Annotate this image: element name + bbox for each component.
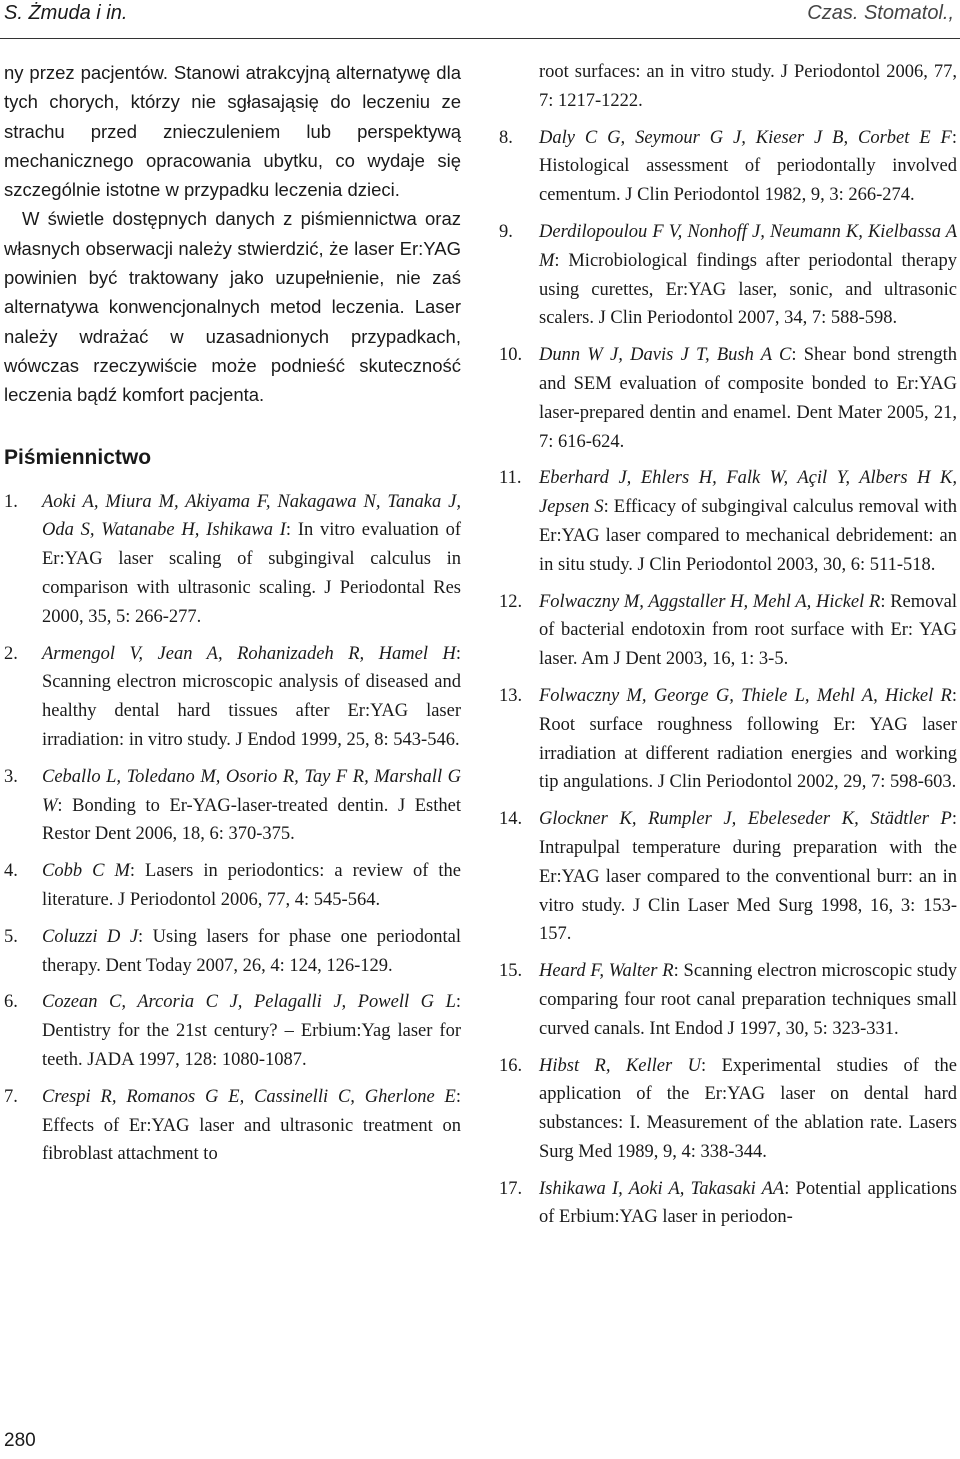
reference-text: : Histological assessment of periodontally involved cementum. J Clin Periodontol 1982, 9, 3: 266-274.	[539, 127, 957, 206]
reference-authors: Cozean C, Arcoria C J, Pelagalli J, Powell G L	[42, 992, 456, 1013]
reference-item	[499, 341, 957, 456]
reference-item	[4, 988, 461, 1074]
reference-item	[499, 1175, 957, 1233]
reference-number: 1.	[4, 491, 18, 512]
reference-text: : Dentistry for the 21st century? – Erbium:Yag laser for teeth. JADA 1997, 128: 1080-1087.	[42, 992, 461, 1070]
reference-authors: Coluzzi D J	[42, 926, 139, 947]
reference-authors: Heard F, Walter R	[539, 961, 674, 982]
reference-number: 14.	[499, 809, 523, 830]
reference-number: 4.	[4, 861, 18, 882]
page-number: 280	[4, 1430, 36, 1451]
reference-item	[499, 957, 957, 1043]
reference-authors: Eberhard J, Ehlers H, Falk W, Açil Y, Albers H K, Jepsen S	[539, 468, 957, 518]
reference-text: : Using lasers for phase one periodontal therapy. Dent Today 2007, 26, 4: 124, 126-129.	[42, 926, 462, 976]
reference-authors: Daly C G, Seymour G J, Kieser J B, Corbet E F	[539, 127, 952, 148]
reference-authors: Dunn W J, Davis J T, Bush A C	[539, 345, 792, 366]
reference-item	[4, 640, 461, 755]
reference-item	[499, 218, 957, 333]
reference-text: : Efficacy of subgingival calculus removal with Er:YAG laser compared to mechanical debridement: an in situ study. J Clin Periodontol 2003, 30, 6: 511-518.	[539, 497, 957, 575]
reference-number: 16.	[499, 1055, 523, 1076]
reference-number: 10.	[499, 345, 523, 366]
header-rule	[0, 38, 960, 39]
header-authors: S. Żmuda i in.	[4, 2, 128, 24]
reference-number: 9.	[499, 221, 513, 242]
reference-text: : Root surface roughness following Er: YAG laser irradiation at different radiation energies and working tip angulations. J Clin Periodontol 2002, 29, 7: 598-603.	[539, 685, 957, 793]
reference-list	[499, 58, 957, 1232]
reference-item	[4, 488, 461, 632]
body-text	[4, 58, 461, 410]
reference-number: 13.	[499, 685, 523, 706]
reference-authors: Aoki A, Miura M, Akiyama F, Nakagawa N, Tanaka J, Oda S, Watanabe H, Ishikawa I	[42, 491, 461, 541]
header-journal: Czas. Stomatol.,	[807, 2, 954, 24]
reference-item	[499, 464, 957, 579]
reference-item	[4, 763, 461, 849]
reference-authors: Derdilopoulou F V, Nonhoff J, Neumann K, Kielbassa A M	[539, 221, 957, 271]
reference-number: 11.	[499, 468, 522, 489]
reference-authors: Crespi R, Romanos G E, Cassinelli C, Gherlone E	[42, 1086, 456, 1107]
reference-authors: Hibst R, Keller U	[539, 1055, 701, 1076]
reference-text: : Intrapulpal temperature during preparation with the Er:YAG laser compared to the conventional burr: an in vitro study. J Clin Laser Med Surg 1998, 16, 3: 153-157.	[539, 809, 957, 945]
reference-number: 5.	[4, 926, 18, 947]
reference-list	[4, 488, 461, 1170]
reference-text: : Scanning electron microscopic study comparing four root canal preparation techniques small curved canals. Int Endod J 1997, 30, 5: 323-331.	[539, 961, 957, 1039]
reference-text: : Bonding to Er-YAG-laser-treated dentin. J Esthet Restor Dent 2006, 18, 6: 370-375.	[42, 795, 461, 845]
reference-authors: Folwaczny M, George G, Thiele L, Mehl A, Hickel R	[539, 685, 952, 706]
reference-number: 2.	[4, 643, 18, 664]
body-paragraph: W świetle dostępnych danych z piśmiennictwa oraz własnych obserwacji należy stwierdzić, że laser Er:YAG powinien być traktowany jako uzupełnienie, nie zaś alternatywa konwencjonalnych metod leczenia. Laser należy wdrażać w uzasadnionych przypadkach, wówczas rzeczywiście może podnieść skuteczność leczenia bądź komfort pacjenta.	[4, 208, 461, 406]
reference-text: : Potential applications of Erbium:YAG laser in periodon-	[539, 1178, 957, 1228]
reference-text: : Effects of Er:YAG laser and ultrasonic treatment on fibroblast attachment to	[42, 1086, 461, 1165]
right-column	[499, 58, 957, 1240]
reference-item	[499, 588, 957, 674]
left-column	[4, 58, 461, 1177]
reference-text: : In vitro evaluation of Er:YAG laser scaling of subgingival calculus in comparison with ultrasonic scaling. J Periodontal Res 2000, 35, 5: 266-277.	[42, 520, 461, 627]
reference-text: : Removal of bacterial endotoxin from root surface with Er: YAG laser. Am J Dent 2003, 16, 1: 3-5.	[539, 591, 957, 670]
reference-number: 6.	[4, 992, 18, 1013]
reference-authors: Cobb C M	[42, 861, 130, 882]
section-heading: Piśmiennictwo	[4, 445, 152, 469]
reference-text: : Lasers in periodontics: a review of the literature. J Periodontol 2006, 77, 4: 545-564.	[42, 861, 461, 910]
reference-text: : Shear bond strength and SEM evaluation of composite bonded to Er:YAG laser-prepared dentin and enamel. Dent Mater 2005, 21, 7: 616-624.	[539, 345, 957, 452]
reference-authors: Folwaczny M, Aggstaller H, Mehl A, Hickel R	[539, 591, 881, 612]
reference-number: 8.	[499, 127, 513, 148]
reference-item	[499, 1052, 957, 1167]
body-paragraph: ny przez pacjentów. Stanowi atrakcyjną alternatywę dla tych chorych, którzy nie sgłasająsię do leczeniu ze strachu przed znieczuleniem lub perspektywą mechanicznego opracowania ubytku, co wydaje się szczególnie istotne w przypadku leczenia dzieci.	[4, 62, 461, 201]
reference-number: 3.	[4, 766, 18, 787]
reference-authors: Ishikawa I, Aoki A, Takasaki AA	[539, 1178, 785, 1199]
running-header	[0, 0, 960, 40]
reference-item	[499, 805, 957, 949]
reference-text: root surfaces: an in vitro study. J Periodontol 2006, 77, 7: 1217-1222.	[539, 62, 957, 111]
reference-authors: Glockner K, Rumpler J, Ebeleseder K, Städtler P	[539, 809, 952, 830]
reference-item	[4, 923, 461, 981]
reference-text: : Scanning electron microscopic analysis of diseased and healthy dental hard tissues after Er:YAG laser irradiation: in vitro study. J Endod 1999, 25, 8: 543-546.	[42, 643, 461, 750]
reference-authors: Armengol V, Jean A, Rohanizadeh R, Hamel H	[42, 643, 456, 664]
reference-number: 7.	[4, 1086, 18, 1107]
reference-number: 17.	[499, 1178, 523, 1199]
reference-text: : Microbiological findings after periodontal therapy using curettes, Er:YAG laser, sonic, and ultrasonic scalers. J Clin Periodontol 2007, 34, 7: 588-598.	[539, 250, 957, 329]
reference-text: : Experimental studies of the application of the Er:YAG laser on dental hard substances: I. Measurement of the ablation rate. Lasers Surg Med 1989, 9, 4: 338-344.	[539, 1055, 957, 1162]
reference-item	[4, 857, 461, 915]
reference-item	[499, 124, 957, 210]
reference-authors: Ceballo L, Toledano M, Osorio R, Tay F R, Marshall G W	[42, 766, 461, 816]
reference-number: 15.	[499, 961, 523, 982]
reference-item	[499, 682, 957, 797]
reference-number: 12.	[499, 591, 523, 612]
reference-item	[4, 1083, 461, 1169]
reference-item	[499, 58, 957, 116]
